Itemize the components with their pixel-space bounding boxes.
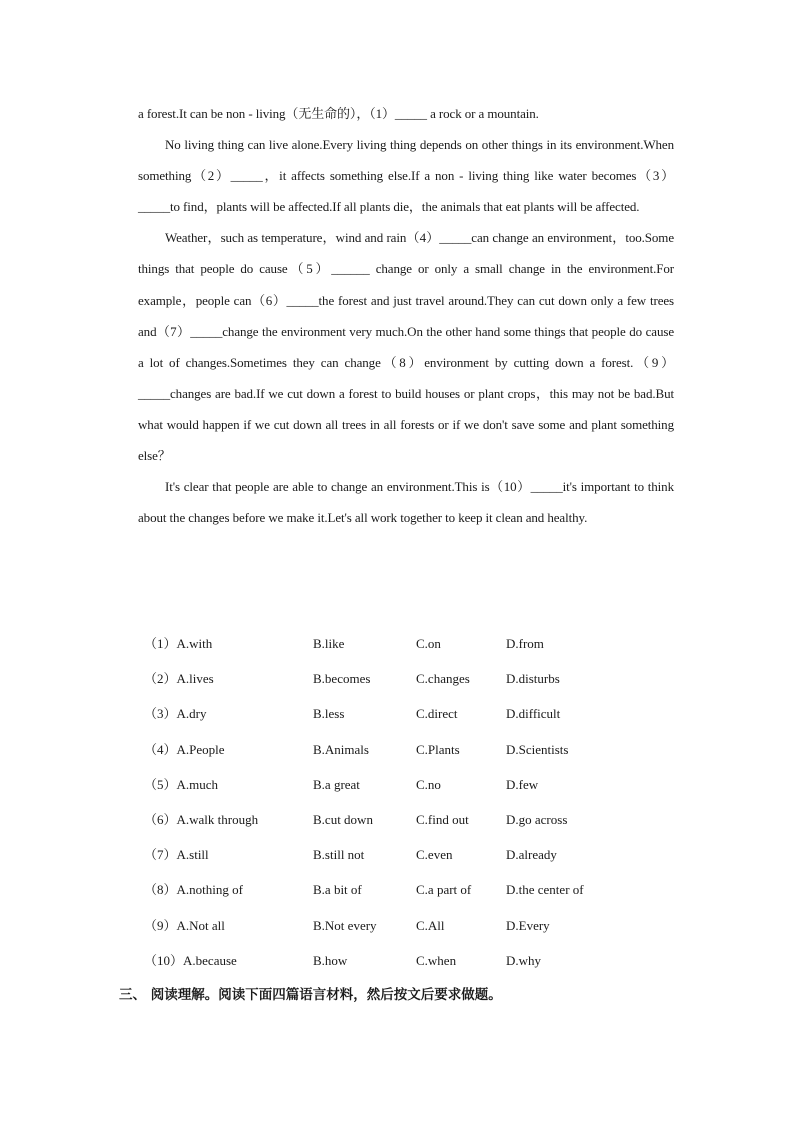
option-d: D.difficult bbox=[506, 706, 561, 722]
question-row-9 bbox=[144, 911, 704, 946]
option-d: D.the center of bbox=[506, 882, 584, 898]
option-a bbox=[144, 946, 237, 976]
question-number: （7） bbox=[144, 847, 177, 863]
question-row-2 bbox=[144, 664, 704, 699]
question-row-4 bbox=[144, 735, 704, 770]
question-row-8 bbox=[144, 875, 704, 910]
passage-paragraph-3: Weather，such as temperature，wind and rain（4）_____can change an environment，too.Some things that people do cause（5）______ change or only a small change in the environment.For example，people can（6）_____the forest and just travel around.They can cut down only a few trees and（7）_____change the environment very much.On the other hand some things that people do cause a lot of changes.Sometimes they can change（8）environment by cutting down a forest.（9）_____changes are bad.If we cut down a forest to build houses or plant crops，this may not be bad.But what would happen if we cut down all trees in all forests or if we don't save some and plant something else？ bbox=[138, 230, 674, 464]
option-a bbox=[144, 699, 206, 729]
option-c: C.on bbox=[416, 636, 441, 651]
option-a-text: A.with bbox=[176, 636, 213, 651]
option-b: B.like bbox=[313, 636, 345, 651]
option-a-text: A.still bbox=[176, 847, 209, 863]
question-row-10 bbox=[144, 946, 704, 981]
question-number: （9） bbox=[144, 917, 177, 933]
option-d: D.Scientists bbox=[506, 741, 569, 757]
option-d: D.from bbox=[506, 636, 544, 651]
passage-paragraph-2: No living thing can live alone.Every living thing depends on other things in its environment.When something（2）_____，it affects something else.If a non - living thing like water becomes（3）_____to find，plants will be affected.If all plants die，the animals that eat plants will be affected. bbox=[138, 137, 674, 215]
option-d: D.few bbox=[506, 776, 539, 792]
question-number: （5） bbox=[144, 776, 177, 792]
answer-options-list bbox=[144, 629, 704, 981]
option-b: B.Not every bbox=[313, 917, 377, 933]
option-a-text: A.dry bbox=[176, 706, 207, 722]
option-c: C.Plants bbox=[416, 741, 460, 757]
question-number: （4） bbox=[144, 741, 177, 757]
option-c: C.direct bbox=[416, 706, 458, 722]
question-number: （1） bbox=[144, 636, 177, 651]
option-c: C.find out bbox=[416, 811, 469, 827]
question-number: （2） bbox=[144, 671, 177, 687]
question-row-3 bbox=[144, 699, 704, 734]
option-a bbox=[144, 911, 225, 941]
option-b: B.less bbox=[313, 706, 345, 722]
passage-paragraph-4: It's clear that people are able to change an environment.This is（10）_____it's important to think about the changes before we make it.Let's all work together to keep it clean and healthy. bbox=[138, 479, 674, 526]
option-c: C.when bbox=[416, 952, 457, 968]
option-a bbox=[144, 875, 243, 905]
option-d: D.Every bbox=[506, 917, 550, 933]
option-d: D.go across bbox=[506, 811, 568, 827]
option-a-text: A.because bbox=[183, 952, 237, 968]
option-c: C.no bbox=[416, 776, 441, 792]
option-a bbox=[144, 629, 212, 659]
option-a bbox=[144, 735, 225, 765]
option-a bbox=[144, 840, 209, 870]
option-b: B.becomes bbox=[313, 671, 371, 687]
question-row-1 bbox=[144, 629, 704, 664]
section-heading: 三、 阅读理解。阅读下面四篇语言材料，然后按文后要求做题。 bbox=[119, 987, 502, 1003]
option-a-text: A.nothing of bbox=[176, 882, 243, 898]
option-b: B.Animals bbox=[313, 741, 369, 757]
question-number: （8） bbox=[144, 882, 177, 898]
option-c: C.a part of bbox=[416, 882, 472, 898]
option-b: B.a bit of bbox=[313, 882, 362, 898]
option-a-text: A.lives bbox=[176, 671, 214, 687]
option-d: D.already bbox=[506, 847, 557, 863]
question-number: （3） bbox=[144, 706, 177, 722]
option-c: C.changes bbox=[416, 671, 470, 687]
option-a bbox=[144, 664, 214, 694]
option-b: B.still not bbox=[313, 847, 365, 863]
question-row-5 bbox=[144, 770, 704, 805]
option-a-text: A.People bbox=[176, 741, 225, 757]
option-b: B.how bbox=[313, 952, 348, 968]
option-d: D.disturbs bbox=[506, 671, 560, 687]
option-c: C.even bbox=[416, 847, 453, 863]
option-d: D.why bbox=[506, 952, 542, 968]
question-row-6 bbox=[144, 805, 704, 840]
reading-passage bbox=[138, 98, 674, 533]
option-a bbox=[144, 770, 218, 800]
option-a bbox=[144, 805, 258, 835]
passage-paragraph-1: a forest.It can be non - living（无生命的），（1）_____ a rock or a mountain. bbox=[138, 106, 539, 121]
question-number: （6） bbox=[144, 811, 177, 827]
option-c: C.All bbox=[416, 917, 445, 933]
option-a-text: A.Not all bbox=[176, 917, 225, 933]
question-row-7 bbox=[144, 840, 704, 875]
question-number: （10） bbox=[144, 952, 184, 968]
option-a-text: A.much bbox=[176, 776, 219, 792]
option-a-text: A.walk through bbox=[176, 811, 259, 827]
option-b: B.cut down bbox=[313, 811, 373, 827]
option-b: B.a great bbox=[313, 776, 360, 792]
